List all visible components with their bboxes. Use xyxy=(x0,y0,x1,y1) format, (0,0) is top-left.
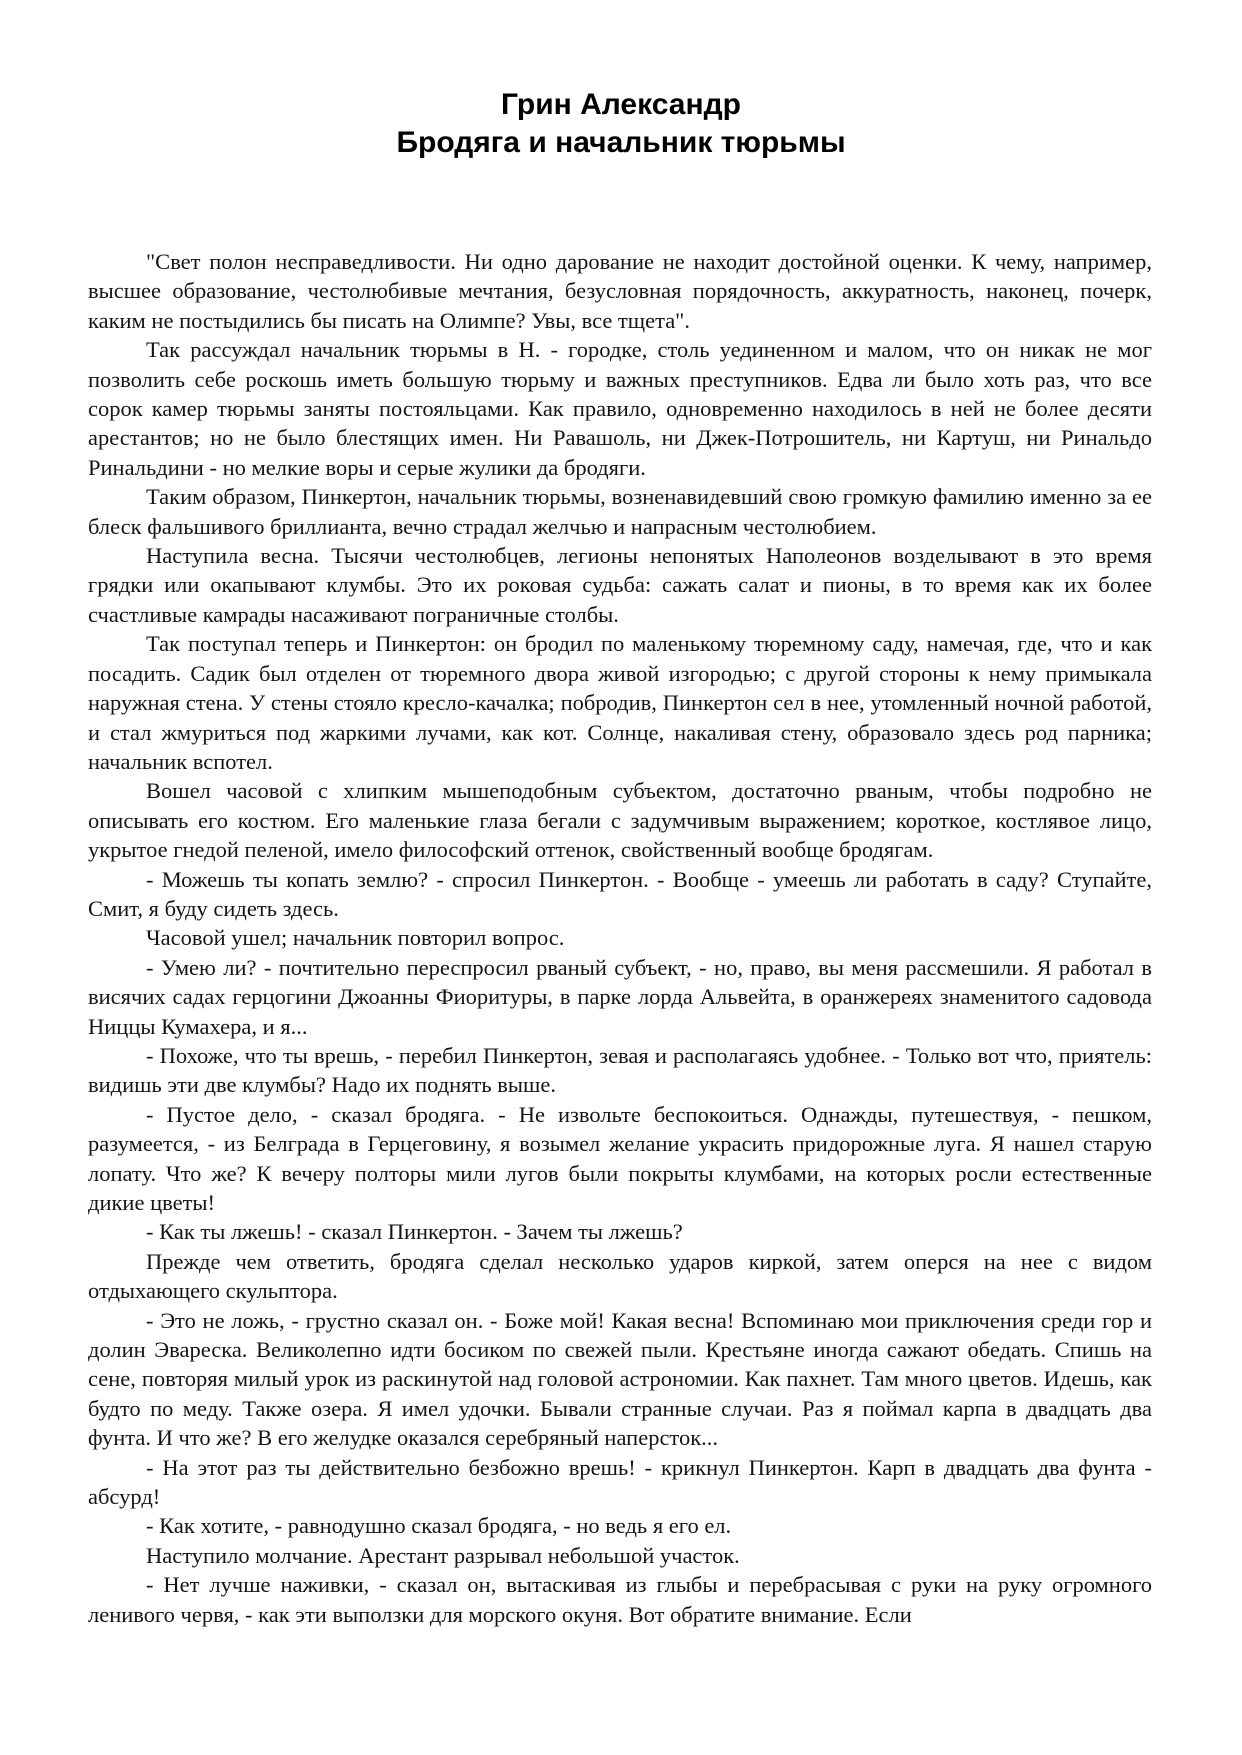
author-heading: Грин Александр xyxy=(501,88,741,121)
paragraph: - Можешь ты копать землю? - спросил Пинкертон. - Вообще - умеешь ли работать в саду? Ступайте, Смит, я буду сидеть здесь. xyxy=(88,866,1152,921)
paragraph: - Это не ложь, - грустно сказал он. - Боже мой! Какая весна! Вспоминаю мои приключения среди гор и долин Эвареска. Великолепно идти босиком по свежей пыли. Крестьяне иногда сажают обедать. Спишь на сене, повторяя милый урок из раскинутой над головой астрономии. Как пахнет. Там много цветов. Идешь, как будто по меду. Также озера. Я имел удочки. Бывали странные случаи. Раз я поймал карпа в двадцать два фунта. И что же? В его желудке оказался серебряный наперсток... xyxy=(88,1307,1152,1451)
paragraph: Наступило молчание. Арестант разрывал небольшой участок. xyxy=(146,1542,740,1568)
paragraph: Часовой ушел; начальник повторил вопрос. xyxy=(146,925,565,951)
page-title: Бродяга и начальник тюрьмы xyxy=(396,126,846,159)
paragraph: - Похоже, что ты врешь, - перебил Пинкертон, зевая и располагаясь удобнее. - Только вот что, приятель: видишь эти две клумбы? Надо их поднять выше. xyxy=(88,1042,1152,1098)
story-body xyxy=(88,247,1152,1629)
paragraph: Прежде чем ответить, бродяга сделал несколько ударов киркой, затем оперся на нее с видом отдыхающего скульптора. xyxy=(88,1248,1152,1304)
document-header xyxy=(0,86,1242,162)
paragraph: - Пустое дело, - сказал бродяга. - Не извольте беспокоиться. Однажды, путешествуя, - пешком, разумеется, - из Белграда в Герцеговину, я возымел желание украсить придорожные луга. Я нашел старую лопату. Что же? К вечеру полторы мили лугов были покрыты клумбами, на которых росли естественные дикие цветы! xyxy=(88,1101,1152,1215)
paragraph: Наступила весна. Тысячи честолюбцев, легионы непонятых Наполеонов возделывают в это время грядки или окапывают клумбы. Это их роковая судьба: сажать салат и пионы, в то время как их более счастливые камрады насаживают пограничные столбы. xyxy=(88,543,1152,627)
paragraph: - Умею ли? - почтительно переспросил рваный субъект, - но, право, вы меня рассмешили. Я работал в висячих садах герцогини Джоанны Фиоритуры, в парке лорда Альвейта, в оранжереях знаменитого садовода Ниццы Кумахера, и я... xyxy=(88,954,1152,1039)
paragraph: Так поступал теперь и Пинкертон: он бродил по маленькому тюремному саду, намечая, где, что и как посадить. Садик был отделен от тюремного двора живой изгородью; с другой стороны к нему примыкала наружная стена. У стены стояло кресло-качалка; побродив, Пинкертон сел в нее, утомленный ночной работой, и стал жмуриться под жаркими лучами, как кот. Солнце, накаливая стену, образовало здесь род парника; начальник вспотел. xyxy=(88,631,1152,774)
paragraph: Таким образом, Пинкертон, начальник тюрьмы, возненавидевший свою громкую фамилию именно за ее блеск фальшивого бриллианта, вечно страдал желчью и напрасным честолюбием. xyxy=(88,484,1152,539)
paragraph: Вошел часовой с хлипким мышеподобным субъектом, достаточно рваным, чтобы подробно не описывать его костюм. Его маленькие глаза бегали с задумчивым выражением; короткое, костлявое лицо, укрытое гнедой пеленой, имело философский оттенок, свойственный вообще бродягам. xyxy=(88,778,1152,863)
paragraph: - Как хотите, - равнодушно сказал бродяга, - но ведь я его ел. xyxy=(146,1513,732,1539)
paragraph: - Нет лучше наживки, - сказал он, вытаскивая из глыбы и перебрасывая с руки на руку огромного ленивого червя, - как эти выползки для морского окуня. Вот обратите внимание. Если xyxy=(88,1572,1152,1627)
paragraph: "Свет полон несправедливости. Ни одно дарование не находит достойной оценки. К чему, например, высшее образование, честолюбивые мечтания, безусловная порядочность, аккуратность, наконец, почерк, каким не постыдились бы писать на Олимпе? Увы, все тщета". xyxy=(88,249,1152,333)
paragraph: - Как ты лжешь! - сказал Пинкертон. - Зачем ты лжешь? xyxy=(146,1219,683,1245)
paragraph: - На этот раз ты действительно безбожно врешь! - крикнул Пинкертон. Карп в двадцать два фунта - абсурд! xyxy=(88,1454,1152,1510)
paragraph: Так рассуждал начальник тюрьмы в Н. - городке, столь уединенном и малом, что он никак не мог позволить себе роскошь иметь большую тюрьму и важных преступников. Едва ли было хоть раз, что все сорок камер тюрьмы заняты постояльцами. Как правило, одновременно находилось в ней не более десяти арестантов; но не было блестящих имен. Ни Равашоль, ни Джек-Потрошитель, ни Картуш, ни Ринальдо Ринальдини - но мелкие воры и серые жулики да бродяги. xyxy=(88,337,1152,480)
